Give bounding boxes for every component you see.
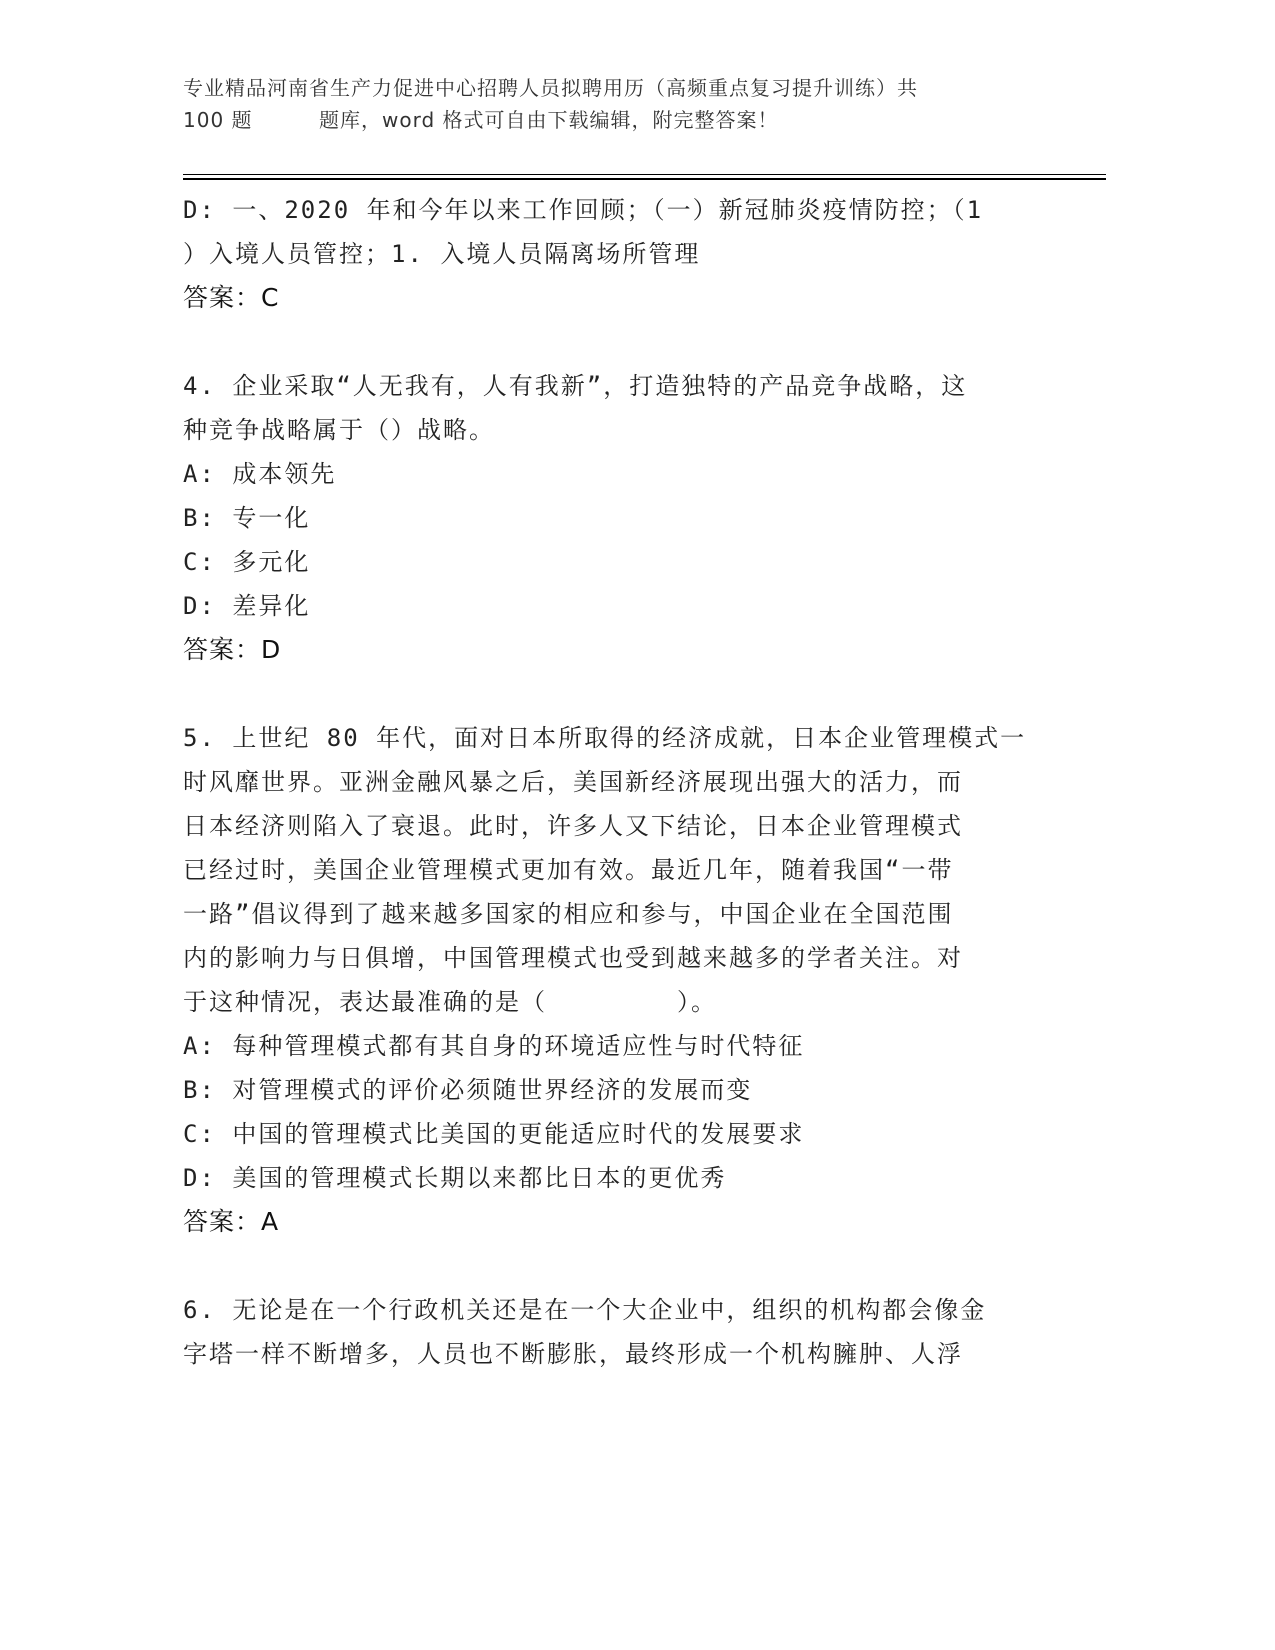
header-question-count: 100 题 [183, 108, 253, 132]
q3-answer: 答案：C [183, 283, 280, 312]
spacer [183, 320, 1083, 364]
spacer [183, 672, 1083, 716]
q3-option-d-line2: ）入境人员管控；1. 入境人员隔离场所管理 [183, 240, 701, 268]
question-3-tail [183, 188, 1083, 320]
q4-answer: 答案：D [183, 635, 282, 664]
header-title-line2 [183, 104, 1063, 136]
header-title-line2-text: 题库，word 格式可自由下载编辑，附完整答案！ [319, 108, 779, 132]
q5-stem-line7: 于这种情况，表达最准确的是（ ）。 [183, 988, 717, 1016]
question-4 [183, 364, 1083, 672]
q3-option-d-line1: D: 一、2020 年和今年以来工作回顾；（一）新冠肺炎疫情防控；（1 [183, 196, 984, 224]
q5-stem-line2: 时风靡世界。亚洲金融风暴之后，美国新经济展现出强大的活力，而 [183, 768, 963, 796]
spacer [183, 1244, 1083, 1288]
question-5 [183, 716, 1083, 1244]
q5-option-c: C: 中国的管理模式比美国的更能适应时代的发展要求 [183, 1120, 805, 1148]
q5-option-a: A: 每种管理模式都有其自身的环境适应性与时代特征 [183, 1032, 805, 1060]
header-title-line1: 专业精品河南省生产力促进中心招聘人员拟聘用历（高频重点复习提升训练）共 [183, 76, 918, 100]
q5-stem-line6: 内的影响力与日俱增，中国管理模式也受到越来越多的学者关注。对 [183, 944, 963, 972]
q5-answer: 答案：A [183, 1207, 280, 1236]
header-divider-thick [183, 178, 1106, 180]
q4-option-c: C: 多元化 [183, 548, 311, 576]
q5-stem-line3: 日本经济则陷入了衰退。此时，许多人又下结论，日本企业管理模式 [183, 812, 963, 840]
document-body [183, 188, 1083, 1376]
q5-stem-line1: 5. 上世纪 80 年代，面对日本所取得的经济成就，日本企业管理模式一 [183, 724, 1027, 752]
q6-stem-line1: 6. 无论是在一个行政机关还是在一个大企业中，组织的机构都会像金 [183, 1296, 987, 1324]
q4-stem-line2: 种竞争战略属于（）战略。 [183, 416, 495, 444]
q4-option-b: B: 专一化 [183, 504, 311, 532]
document-header [183, 72, 1063, 136]
q5-option-d: D: 美国的管理模式长期以来都比日本的更优秀 [183, 1164, 727, 1192]
q5-option-b: B: 对管理模式的评价必须随世界经济的发展而变 [183, 1076, 753, 1104]
q5-stem-line4: 已经过时，美国企业管理模式更加有效。最近几年，随着我国“一带 [183, 856, 954, 884]
q4-option-a: A: 成本领先 [183, 460, 337, 488]
question-6 [183, 1288, 1083, 1376]
header-divider-thin [183, 174, 1106, 175]
q4-option-d: D: 差异化 [183, 592, 311, 620]
q6-stem-line2: 字塔一样不断增多，人员也不断膨胀，最终形成一个机构臃肿、人浮 [183, 1340, 963, 1368]
q4-stem-line1: 4. 企业采取“人无我有，人有我新”，打造独特的产品竞争战略，这 [183, 372, 968, 400]
q5-stem-line5: 一路”倡议得到了越来越多国家的相应和参与，中国企业在全国范围 [183, 900, 954, 928]
